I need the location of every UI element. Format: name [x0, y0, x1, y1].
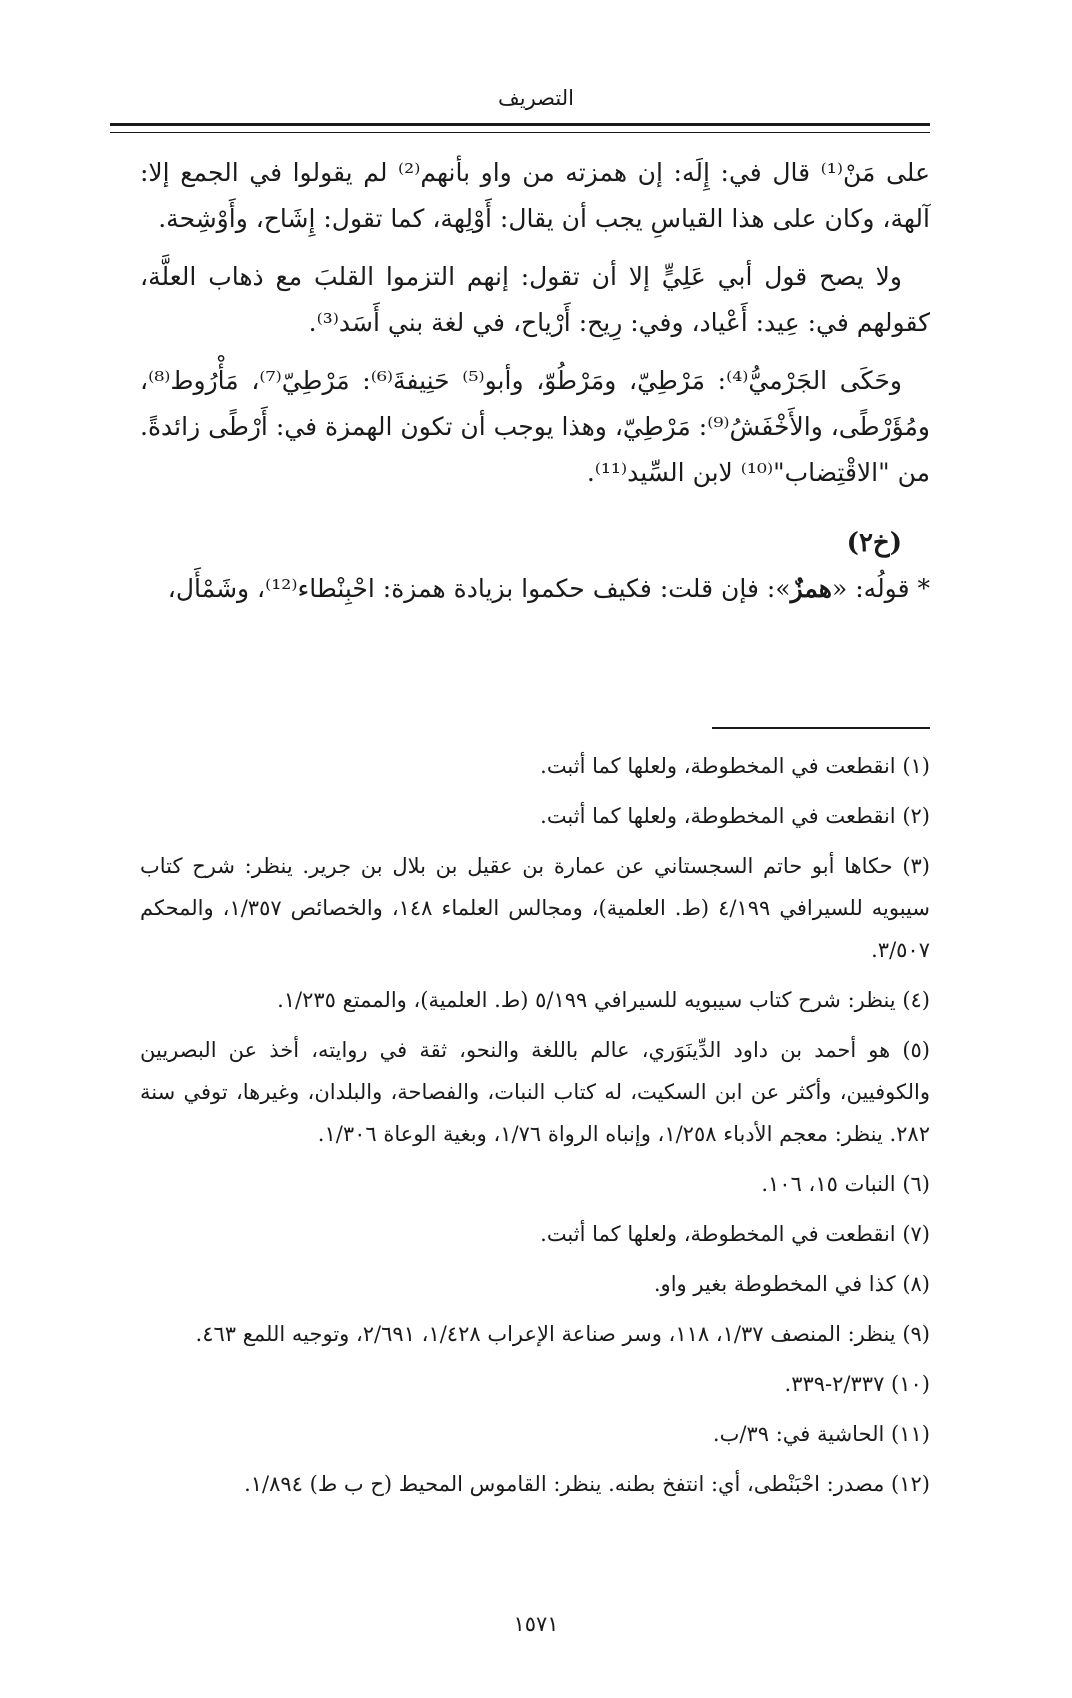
- footnote-2: (٢) انقطعت في المخطوطة، ولعلها كما أثبت.: [540, 804, 930, 828]
- footnote-12: (١٢) مصدر: احْبَنْطى، أي: انتفخ بطنه. ينظر: القاموس المحيط (ح ب ط) ١/٨٩٤.: [244, 1472, 930, 1496]
- main-text: [140, 150, 930, 624]
- paragraph-4-prefix: * قولُه: «: [832, 574, 930, 603]
- footnote-7: (٧) انقطعت في المخطوطة، ولعلها كما أثبت.: [540, 1222, 930, 1246]
- footnote-4: (٤) ينظر: شرح كتاب سيبويه للسيرافي ٥/١٩٩ (ط. العلمية)، والممتع ١/٢٣٥.: [277, 988, 930, 1012]
- footnote-1: (١) انقطعت في المخطوطة، ولعلها كما أثبت.: [540, 754, 930, 778]
- section-marker: (خ٢): [846, 528, 902, 558]
- paragraph-1: على مَنْ⁽¹⁾ قال في: إِلَه: إن همزته من واو بأنهم⁽²⁾ لم يقولوا في الجمع إلا: آلهة، وكان على هذا القياسِ يجب أن يقال: أَوْلِهة، كما تقول: إِشَاح، وأَوْشِحة.: [140, 158, 930, 233]
- footnote-11: (١١) الحاشية في: ٣٩/ب.: [712, 1422, 930, 1446]
- footnote-5: (٥) هو أحمد بن داود الدِّينَوَري، عالم باللغة والنحو، ثقة في روايته، أخذ عن البصريين والكوفيين، وأكثر عن ابن السكيت، له كتاب النبات، والفصاحة، والبلدان، وغيرها، توفي سنة ٢٨٢. ينظر: معجم الأدباء ١/٢٥٨، وإنباه الرواة ١/٧٦، وبغية الوعاة ١/٣٠٦.: [140, 1038, 930, 1146]
- paragraph-3: وحَكَى الجَرْميُّ⁽⁴⁾: مَرْطِيّ، ومَرْطُوّ، وأبو⁽⁵⁾ حَنِيفةَ⁽⁶⁾: مَرْطِيّ⁽⁷⁾، مَأْرُوط⁽⁸⁾، ومُؤَرْطًى، والأَخْفَشُ⁽⁹⁾: مَرْطِيّ، وهذا يوجب أن تكون الهمزة في: أَرْطًى زائدةً. من "الاقْتِضاب"⁽¹⁰⁾ لابن السِّيد⁽¹¹⁾.: [140, 366, 930, 487]
- footnote-3: (٣) حكاها أبو حاتم السجستاني عن عمارة بن عقيل بن بلال بن جرير. ينظر: شرح كتاب سيبويه للسيرافي ٤/١٩٩ (ط. العلمية)، ومجالس العلماء ١٤٨، والخصائص ١/٣٥٧، والمحكم ٣/٥٠٧.: [140, 854, 930, 962]
- footnote-separator: [712, 727, 930, 729]
- header-rule-thick: [110, 123, 930, 126]
- header-rule-thin: [110, 132, 930, 133]
- footnote-8: (٨) كذا في المخطوطة بغير واو.: [653, 1272, 930, 1296]
- running-header: التصريف: [498, 86, 574, 110]
- paragraph-4-bold: همزٌ: [790, 574, 832, 603]
- footnote-10: (١٠) ٢/٣٣٧-٣٣٩.: [784, 1372, 930, 1396]
- footnote-6: (٦) النبات ١٥، ١٠٦.: [761, 1172, 930, 1196]
- footnote-9: (٩) ينظر: المنصف ١/٣٧، ١١٨، وسر صناعة الإعراب ١/٤٢٨، ٢/٦٩١، وتوجيه اللمع ٤٦٣.: [195, 1322, 930, 1346]
- paragraph-4: [140, 566, 930, 612]
- paragraph-4-suffix: »: فإن قلت: فكيف حكموا بزيادة همزة: احْبِنْطاء⁽¹²⁾، وشَمْأَل،: [167, 574, 791, 603]
- page-number: ١٥٧١: [513, 1612, 559, 1636]
- paragraph-2: ولا يصح قول أبي عَلِيٍّ إلا أن تقول: إنهم التزموا القلبَ مع ذهاب العلَّة، كقولهم في: عِيد: أَعْياد، وفي: رِيح: أَرْياح، في لغة بني أَسَد⁽³⁾.: [140, 262, 930, 337]
- footnotes: [140, 745, 930, 1513]
